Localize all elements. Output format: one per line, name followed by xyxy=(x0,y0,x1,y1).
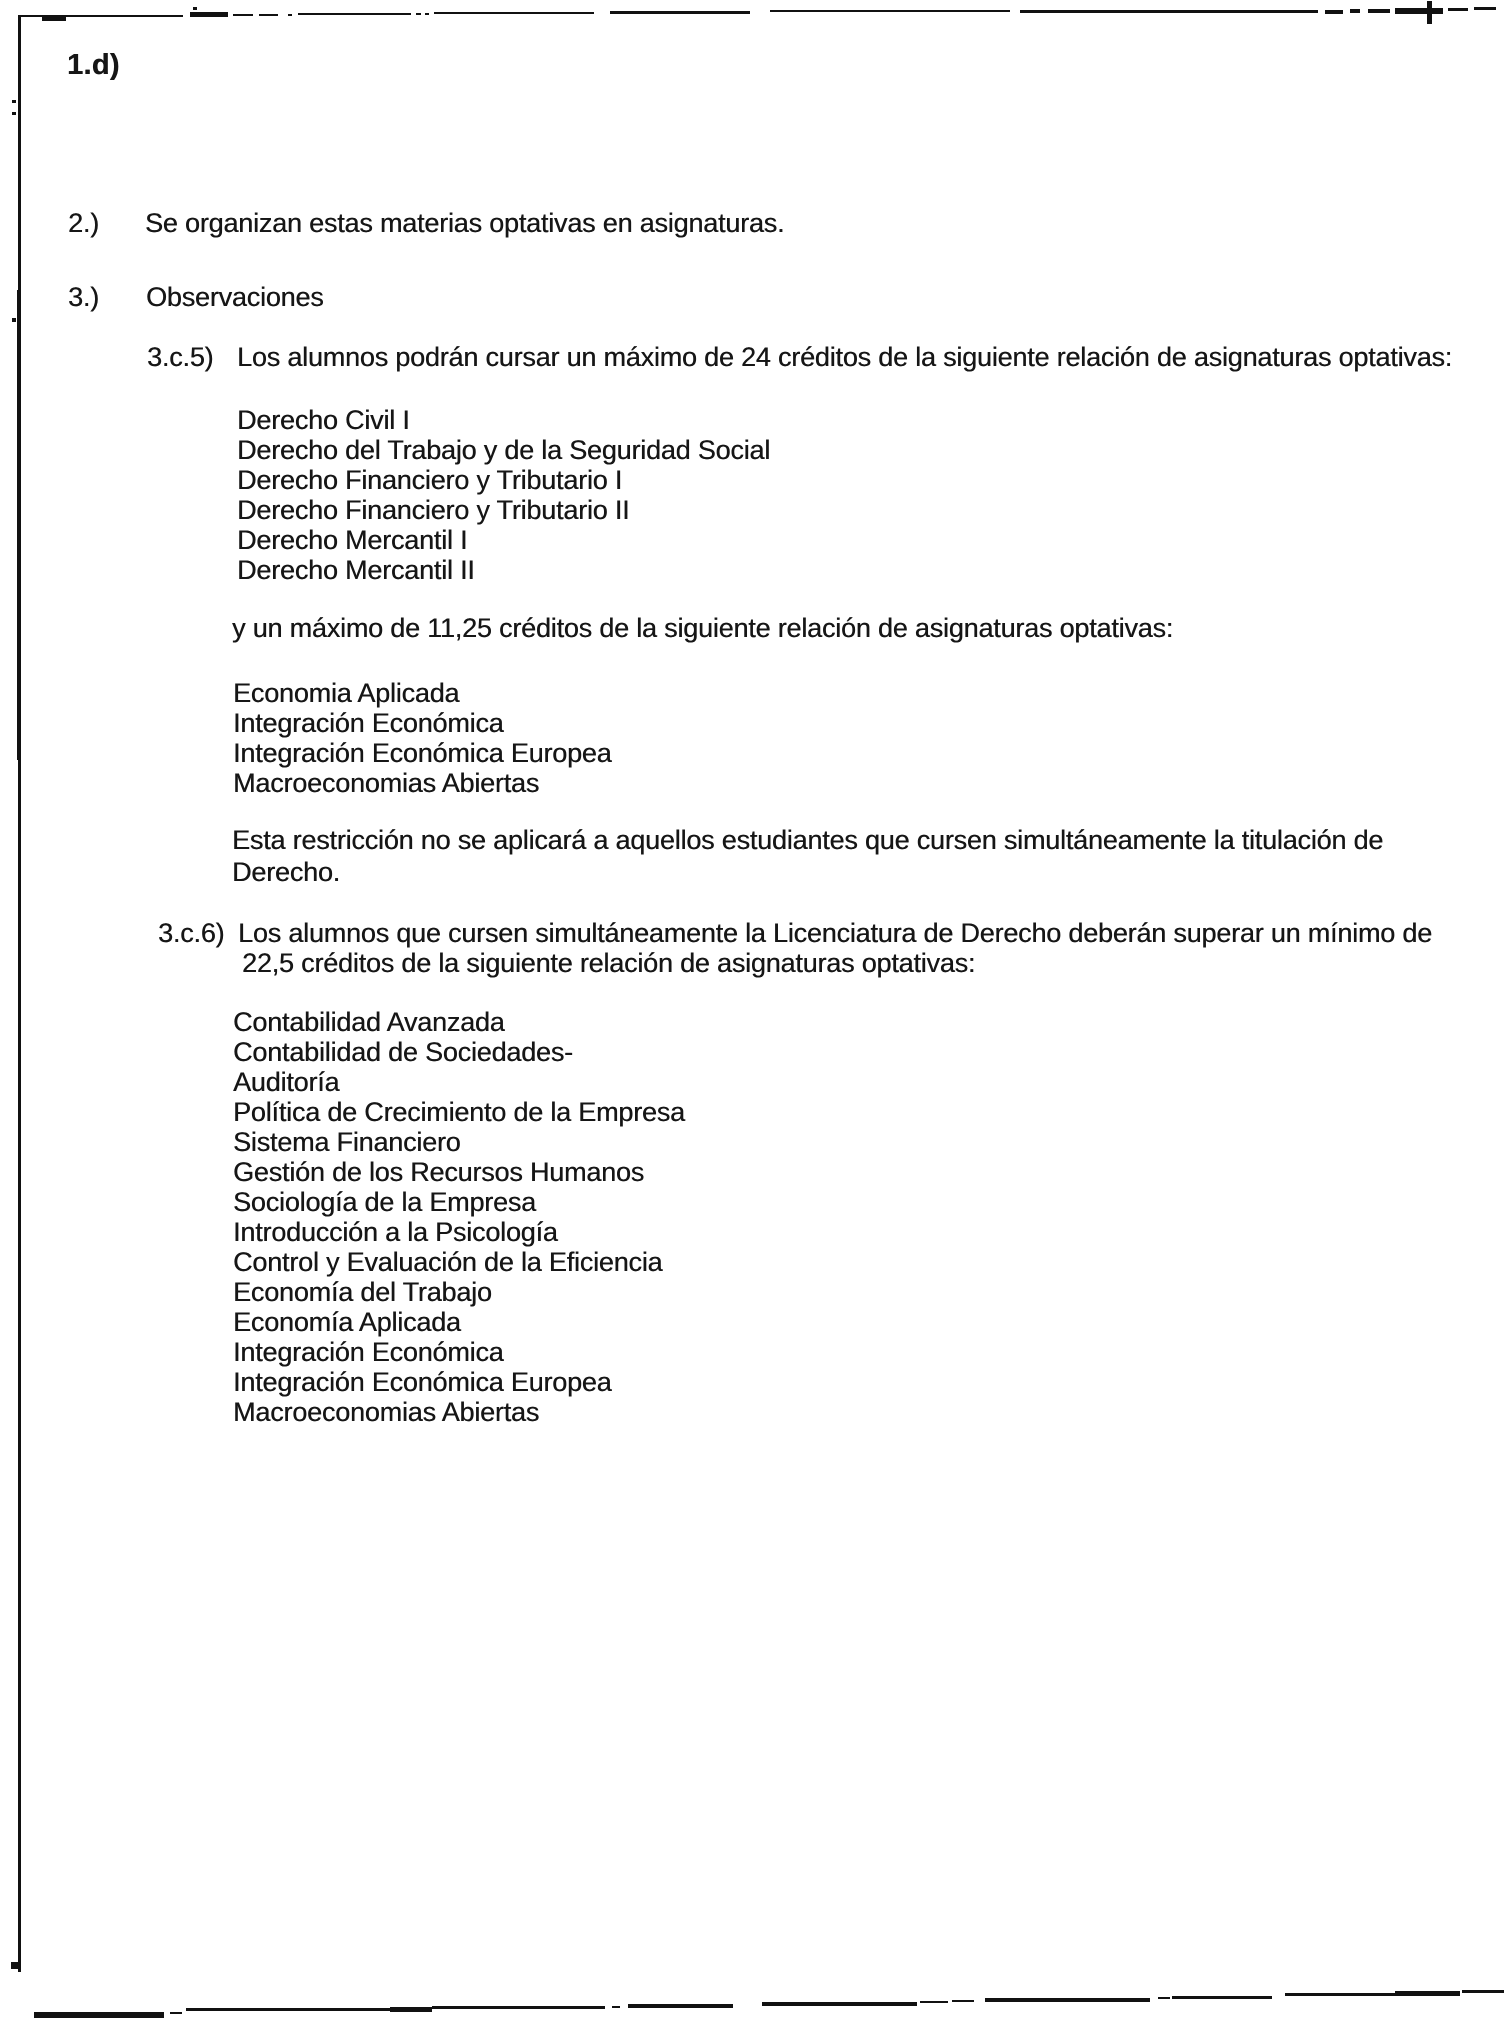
list-item: Derecho Financiero y Tributario II xyxy=(237,495,630,525)
scan-artifact xyxy=(610,11,750,14)
scan-artifact xyxy=(434,12,594,14)
scan-artifact xyxy=(770,10,1010,12)
list-item: Economía del Trabajo xyxy=(233,1277,492,1307)
scan-artifact xyxy=(628,2004,733,2008)
list-item: Contabilidad de Sociedades- xyxy=(233,1037,573,1067)
scan-artifact xyxy=(193,7,197,10)
scan-artifact xyxy=(259,14,278,16)
subject-list-contabilidad xyxy=(233,1007,685,1427)
list-item: Integración Económica xyxy=(233,1337,504,1367)
scan-artifact xyxy=(1395,1991,1460,1996)
scan-artifact xyxy=(12,100,16,103)
item-2-text: Se organizan estas materias optativas en asignaturas. xyxy=(145,208,785,238)
scan-artifact xyxy=(190,12,228,17)
scan-artifact xyxy=(298,13,411,15)
list-item: Integración Económica Europea xyxy=(233,1367,612,1397)
list-item: Sistema Financiero xyxy=(233,1127,461,1157)
scan-artifact xyxy=(390,2007,432,2012)
list-item: Integración Económica xyxy=(233,708,504,738)
scan-artifact xyxy=(1172,1996,1272,1999)
list-item: Derecho Mercantil II xyxy=(237,555,475,585)
scan-artifact xyxy=(11,1962,19,1969)
scan-artifact xyxy=(985,1998,1150,2002)
list-item: Gestión de los Recursos Humanos xyxy=(233,1157,644,1187)
section-1d-label: 1.d) xyxy=(67,49,120,81)
list-item: Derecho Civil I xyxy=(237,405,410,435)
scan-artifact xyxy=(1462,1990,1504,1993)
item-2-number: 2.) xyxy=(68,208,99,238)
section-3c5-connector: y un máximo de 11,25 créditos de la siguiente relación de asignaturas optativas: xyxy=(232,613,1174,643)
scan-artifact xyxy=(952,2000,974,2002)
list-item: Economia Aplicada xyxy=(233,678,460,708)
section-3c6-heading-line1: Los alumnos que cursen simultáneamente la Licenciatura de Derecho deberán superar un mínimo de xyxy=(238,918,1432,948)
list-item: Integración Económica Europea xyxy=(233,738,612,768)
scan-artifact xyxy=(425,13,429,15)
section-3c6-heading-line2: 22,5 créditos de la siguiente relación de asignaturas optativas: xyxy=(242,948,976,978)
list-item: Introducción a la Psicología xyxy=(233,1217,558,1247)
subject-list-economia xyxy=(233,678,611,798)
scan-artifact xyxy=(1474,7,1496,10)
list-item: Macroeconomias Abiertas xyxy=(233,1397,540,1427)
scan-artifact xyxy=(42,17,66,21)
scan-artifact xyxy=(233,14,253,16)
scan-artifact xyxy=(1368,9,1390,13)
list-item: Auditoría xyxy=(233,1067,340,1097)
crop-cross-mark xyxy=(1427,1,1432,24)
scan-artifact xyxy=(170,2012,182,2014)
scan-artifact xyxy=(1448,8,1468,11)
section-3c5-label: 3.c.5) xyxy=(147,342,214,372)
restriction-note-line2: Derecho. xyxy=(232,857,340,887)
list-item: Control y Evaluación de la Eficiencia xyxy=(233,1247,663,1277)
scan-artifact xyxy=(12,318,16,322)
section-3c6-label: 3.c.6) xyxy=(158,918,225,948)
list-item: Derecho Financiero y Tributario I xyxy=(237,465,623,495)
subject-list-derecho xyxy=(237,405,770,585)
scan-artifact xyxy=(1350,9,1360,13)
scan-artifact xyxy=(17,290,21,760)
scan-artifact xyxy=(1020,10,1318,13)
list-item: Derecho Mercantil I xyxy=(237,525,468,555)
scan-artifact xyxy=(416,13,421,15)
list-item: Contabilidad Avanzada xyxy=(233,1007,505,1037)
scan-artifact xyxy=(288,14,292,16)
item-3-number: 3.) xyxy=(68,282,99,312)
scan-artifact xyxy=(34,2012,164,2018)
list-item: Macroeconomias Abiertas xyxy=(233,768,540,798)
scan-artifact xyxy=(432,2006,605,2009)
scan-artifact xyxy=(1325,10,1343,14)
section-3c5-heading: Los alumnos podrán cursar un máximo de 24 créditos de la siguiente relación de asignaturas optativas: xyxy=(237,342,1453,372)
list-item: Sociología de la Empresa xyxy=(233,1187,536,1217)
scan-artifact xyxy=(762,2002,917,2006)
scan-artifact xyxy=(612,2006,620,2008)
scan-artifact xyxy=(12,112,16,115)
list-item: Política de Crecimiento de la Empresa xyxy=(233,1097,685,1127)
item-3-text: Observaciones xyxy=(146,282,324,312)
scan-artifact xyxy=(1158,1997,1170,1999)
restriction-note-line1: Esta restricción no se aplicará a aquellos estudiantes que cursen simultáneamente la titulación de xyxy=(232,825,1384,855)
list-item: Economía Aplicada xyxy=(233,1307,461,1337)
scan-artifact xyxy=(920,2001,948,2003)
list-item: Derecho del Trabajo y de la Seguridad Social xyxy=(237,435,771,465)
scan-artifact xyxy=(1395,8,1443,14)
